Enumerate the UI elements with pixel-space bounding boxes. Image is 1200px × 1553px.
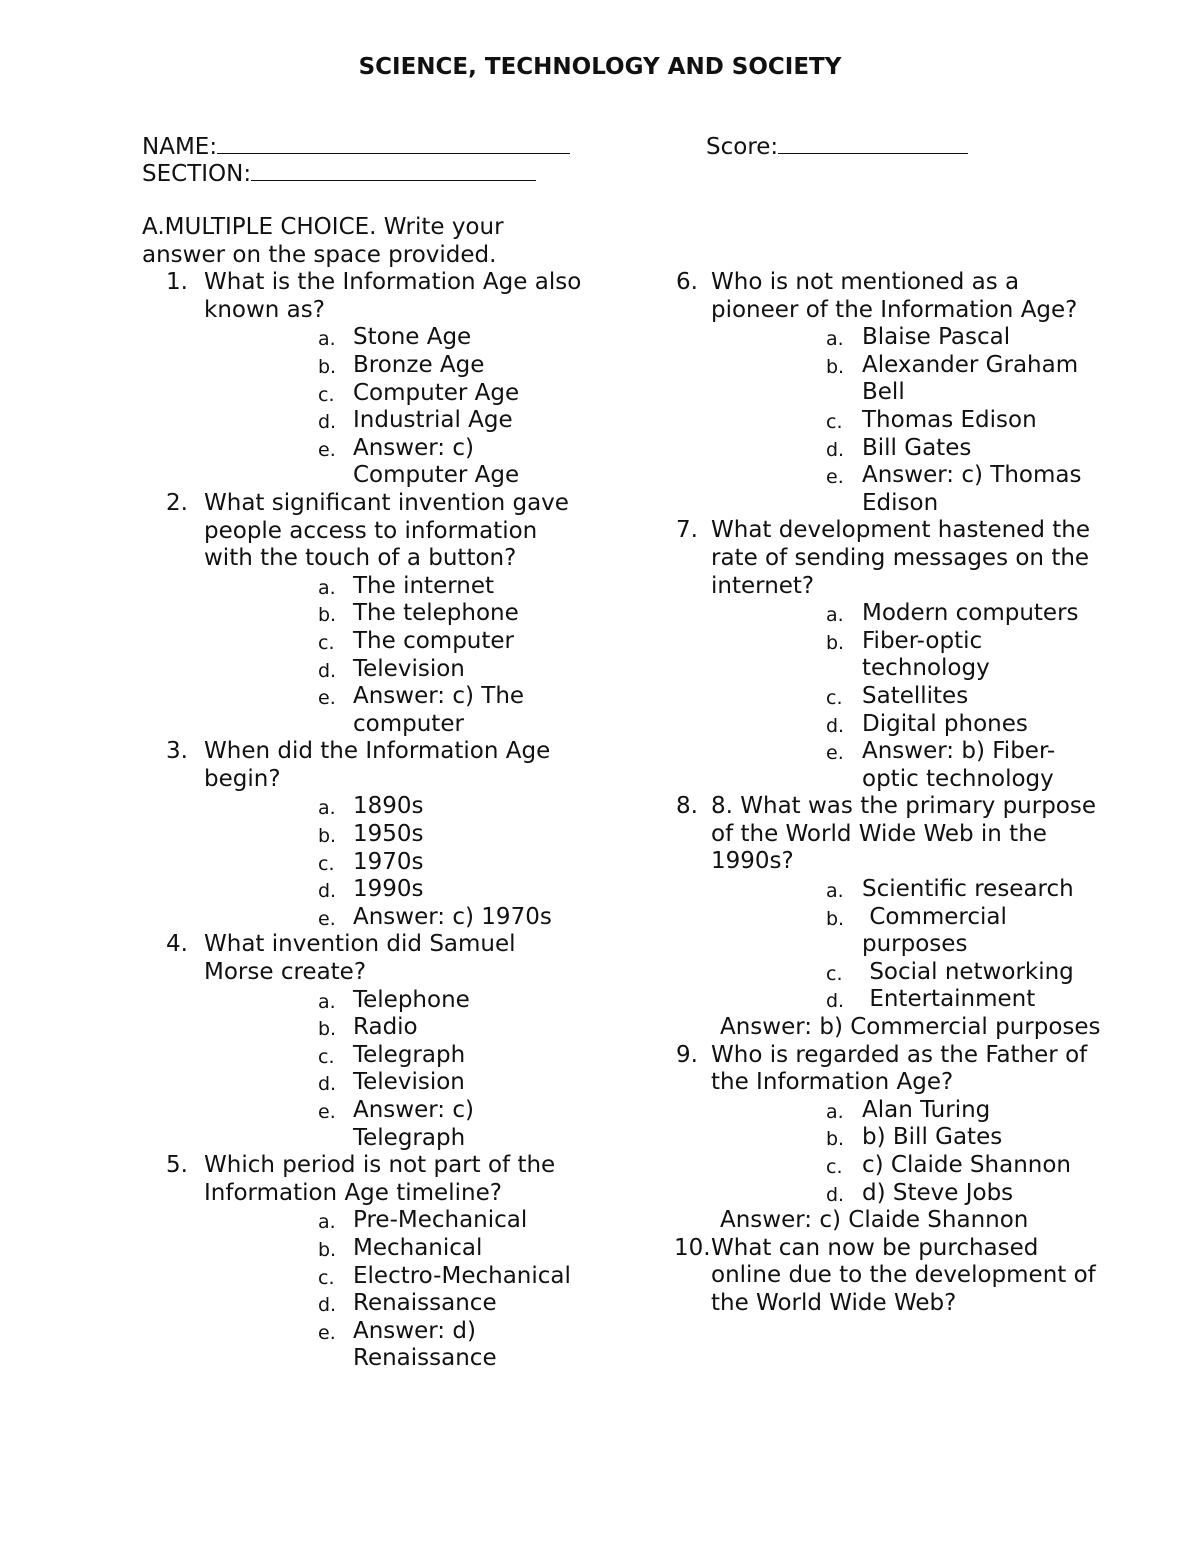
answer-option [142,1069,592,1097]
answer-option [672,407,1112,435]
section-blank-line[interactable] [251,160,536,181]
answer-option [142,1097,592,1152]
option-letter: a. [826,604,844,627]
question-2 [142,490,592,738]
question-9 [672,1042,1112,1235]
answer-option [672,324,1112,352]
question-number: 6. [676,269,698,295]
option-letter: b. [318,604,337,627]
question-stem [672,1042,1112,1097]
answer-option [672,352,1112,407]
option-letter: d. [318,1294,337,1317]
answer-option [672,1152,1112,1180]
option-letter: c. [826,1156,843,1178]
answer-option [142,656,592,684]
answer-option [672,738,1112,793]
left-questions [142,269,592,1373]
question-1 [142,269,592,490]
answer-option [142,987,592,1015]
option-text: Satellites [862,682,969,709]
option-text: Renaissance [353,1290,497,1317]
option-letter: c. [826,686,843,709]
answer-option [142,628,592,656]
question-text: Who is not mentioned as a pioneer of the Information Age? [711,269,1078,323]
answer-option [142,849,592,877]
option-letter: e. [318,907,336,930]
option-text: Television [353,655,465,682]
answer-option [672,683,1112,711]
question-stem [672,793,1112,876]
option-text: Thomas Edison [862,406,1037,433]
option-text: The internet [353,572,495,599]
option-text: Modern computers [862,600,1079,627]
option-text: d) Steve Jobs [862,1179,1014,1206]
option-text: b) Bill Gates [862,1124,1003,1151]
option-letter: a. [826,880,844,903]
option-letter: d. [826,438,845,461]
answer-option [142,352,592,380]
option-text: Bronze Age [353,351,485,378]
right-questions [672,269,1112,1318]
answer-option [672,1097,1112,1125]
answer-option [142,600,592,628]
question-number: 4. [166,931,188,958]
question-stem [142,490,592,573]
question-number: 5. [166,1152,188,1179]
page-title: SCIENCE, TECHNOLOGY AND SOCIETY [358,54,842,80]
answer-option [672,986,1112,1014]
option-text: Answer: c) Thomas Edison [862,462,1089,516]
left-column [142,214,592,1373]
answer-option [672,1180,1112,1208]
option-letter: a. [318,1211,336,1234]
option-text: Bill Gates [862,434,972,461]
option-text: Mechanical [353,1234,483,1261]
score-blank-line[interactable] [778,133,968,154]
option-text: 1950s [353,821,424,848]
option-letter: d. [826,714,845,737]
name-field[interactable] [142,133,570,161]
option-letter: a. [318,328,336,351]
answer-option [142,793,592,821]
score-label: Score: [706,134,779,160]
answer-option [672,711,1112,739]
answer-option [142,1014,592,1042]
option-letter: a. [318,797,336,820]
right-column [672,269,1112,1318]
answer-option [672,462,1112,517]
option-letter: c. [826,962,843,985]
question-text: Who is regarded as the Father of the Information Age? [711,1041,1088,1096]
answer-option [142,1235,592,1263]
answer-option [672,628,1112,683]
question-stem [142,931,592,986]
answer-option [142,1042,592,1070]
question-text: When did the Information Age begin? [204,738,551,792]
answer-option [672,1124,1112,1152]
option-text: Entertainment [862,986,1036,1013]
option-text: Telegraph [353,1041,466,1068]
question-number: 2. [166,489,188,516]
option-letter: c. [318,1266,335,1289]
option-text: Stone Age [353,324,472,351]
question-text: What is the Information Age also known as? [204,269,582,323]
section-field[interactable] [142,160,536,188]
option-letter: c. [826,410,843,433]
score-field[interactable] [706,133,968,161]
option-text: Scientific research [862,876,1074,903]
option-text: Social networking [862,958,1074,985]
question-10 [672,1235,1112,1318]
option-letter: d. [826,990,845,1013]
option-letter: b. [318,355,337,378]
option-letter: a. [318,990,336,1013]
option-letter: b. [318,1238,337,1261]
option-letter: b. [826,355,845,378]
option-letter: d. [318,880,337,903]
option-letter: d. [318,1073,337,1096]
name-blank-line[interactable] [217,133,570,154]
answer-option [672,435,1112,463]
question-stem [142,1152,592,1207]
option-text: Television [353,1069,465,1096]
option-text: Telephone [353,986,470,1013]
option-letter: d. [318,411,337,434]
answer-option [142,1207,592,1235]
option-letter: e. [318,1101,336,1123]
option-text: 1990s [353,876,424,903]
option-text: 1970s [353,848,424,875]
question-stem [672,1235,1112,1318]
question-number: 1. [166,269,188,296]
question-number: 8. [676,793,698,820]
option-text: Fiber-optic technology [862,627,990,682]
question-8 [672,793,1112,1041]
option-text: Pre-Mechanical [353,1207,528,1234]
instructions: A.MULTIPLE CHOICE. Write your answer on the space provided. [142,214,504,268]
option-text: Commercial purposes [862,903,1015,958]
answer-option [142,876,592,904]
option-letter: b. [826,1128,845,1151]
question-text: 8. What was the primary purpose of the World Wide Web in the 1990s? [711,793,1097,875]
option-text: c) Claide Shannon [862,1152,1071,1178]
option-letter: b. [826,907,845,930]
option-text: Radio [353,1014,418,1041]
option-letter: a. [826,328,844,351]
answer-option [672,959,1112,987]
question-7 [672,517,1112,793]
question-stem [142,738,592,793]
question-text: What can now be purchased online due to the development of the World Wide Web? [711,1234,1096,1316]
option-letter: a. [826,1100,844,1123]
option-letter: d. [826,1183,845,1206]
option-letter: a. [318,576,336,599]
option-letter: e. [318,438,336,461]
question-4 [142,931,592,1152]
answer-option [142,821,592,849]
question-text: Which period is not part of the Information Age timeline? [204,1152,556,1206]
question-stem [672,517,1112,600]
option-letter: c. [318,631,335,654]
question-5 [142,1152,592,1373]
answer-option [142,407,592,435]
answer-option [142,573,592,601]
answer-text: Answer: c) Claide Shannon [720,1207,1029,1234]
question-stem [142,269,592,324]
option-text: Digital phones [862,710,1028,737]
option-text: Industrial Age [353,407,513,434]
option-letter: e. [318,687,336,710]
option-text: Electro-Mechanical [353,1262,571,1289]
question-text: What significant invention gave people access to information with the touch of a button? [204,489,569,572]
answer-option [142,435,592,490]
question-number: 7. [676,517,698,544]
question-text: What invention did Samuel Morse create? [204,931,516,986]
option-letter: c. [318,1045,335,1068]
option-text: The telephone [353,600,519,627]
option-text: Answer: b) Fiber-optic technology [862,738,1056,792]
option-text: Answer: c) The computer [353,683,532,737]
option-text: Blaise Pascal [862,324,1011,351]
answer-text: Answer: b) Commercial purposes [720,1014,1101,1041]
answer-option [672,600,1112,628]
answer-option [142,324,592,352]
option-letter: b. [318,825,337,848]
answer-option [142,683,592,738]
question-stem [672,269,1112,324]
question-number: 10. [674,1234,711,1261]
option-text: Answer: d) Renaissance [353,1317,497,1372]
answer-option [142,1290,592,1318]
question-6 [672,269,1112,517]
option-text: Answer: c) 1970s [353,903,552,930]
answer-option [142,1318,592,1373]
answer-option [672,876,1112,904]
option-text: The computer [353,627,515,654]
question-number: 3. [166,738,188,765]
answer-option [142,904,592,932]
option-letter: d. [318,659,337,682]
question-3 [142,738,592,931]
question-number: 9. [676,1041,698,1068]
option-letter: c. [318,852,335,875]
option-letter: b. [318,1018,337,1041]
option-text: Alan Turing [862,1096,991,1123]
answer-option [672,904,1112,959]
option-text: 1890s [353,793,424,820]
option-text: Answer: c) Telegraph [353,1097,482,1151]
section-label: SECTION: [142,161,252,187]
option-letter: e. [826,742,844,765]
question-text: What development hastened the rate of sending messages on the internet? [711,517,1090,599]
option-text: Computer Age [353,379,520,406]
option-text: Answer: c) Computer Age [353,434,520,489]
option-letter: b. [826,631,845,654]
option-letter: e. [826,466,844,489]
option-letter: c. [318,383,335,406]
option-text: Alexander Graham Bell [862,351,1086,406]
answer-option [142,380,592,408]
name-label: NAME: [142,134,218,160]
answer-option [142,1263,592,1291]
option-letter: e. [318,1321,336,1344]
